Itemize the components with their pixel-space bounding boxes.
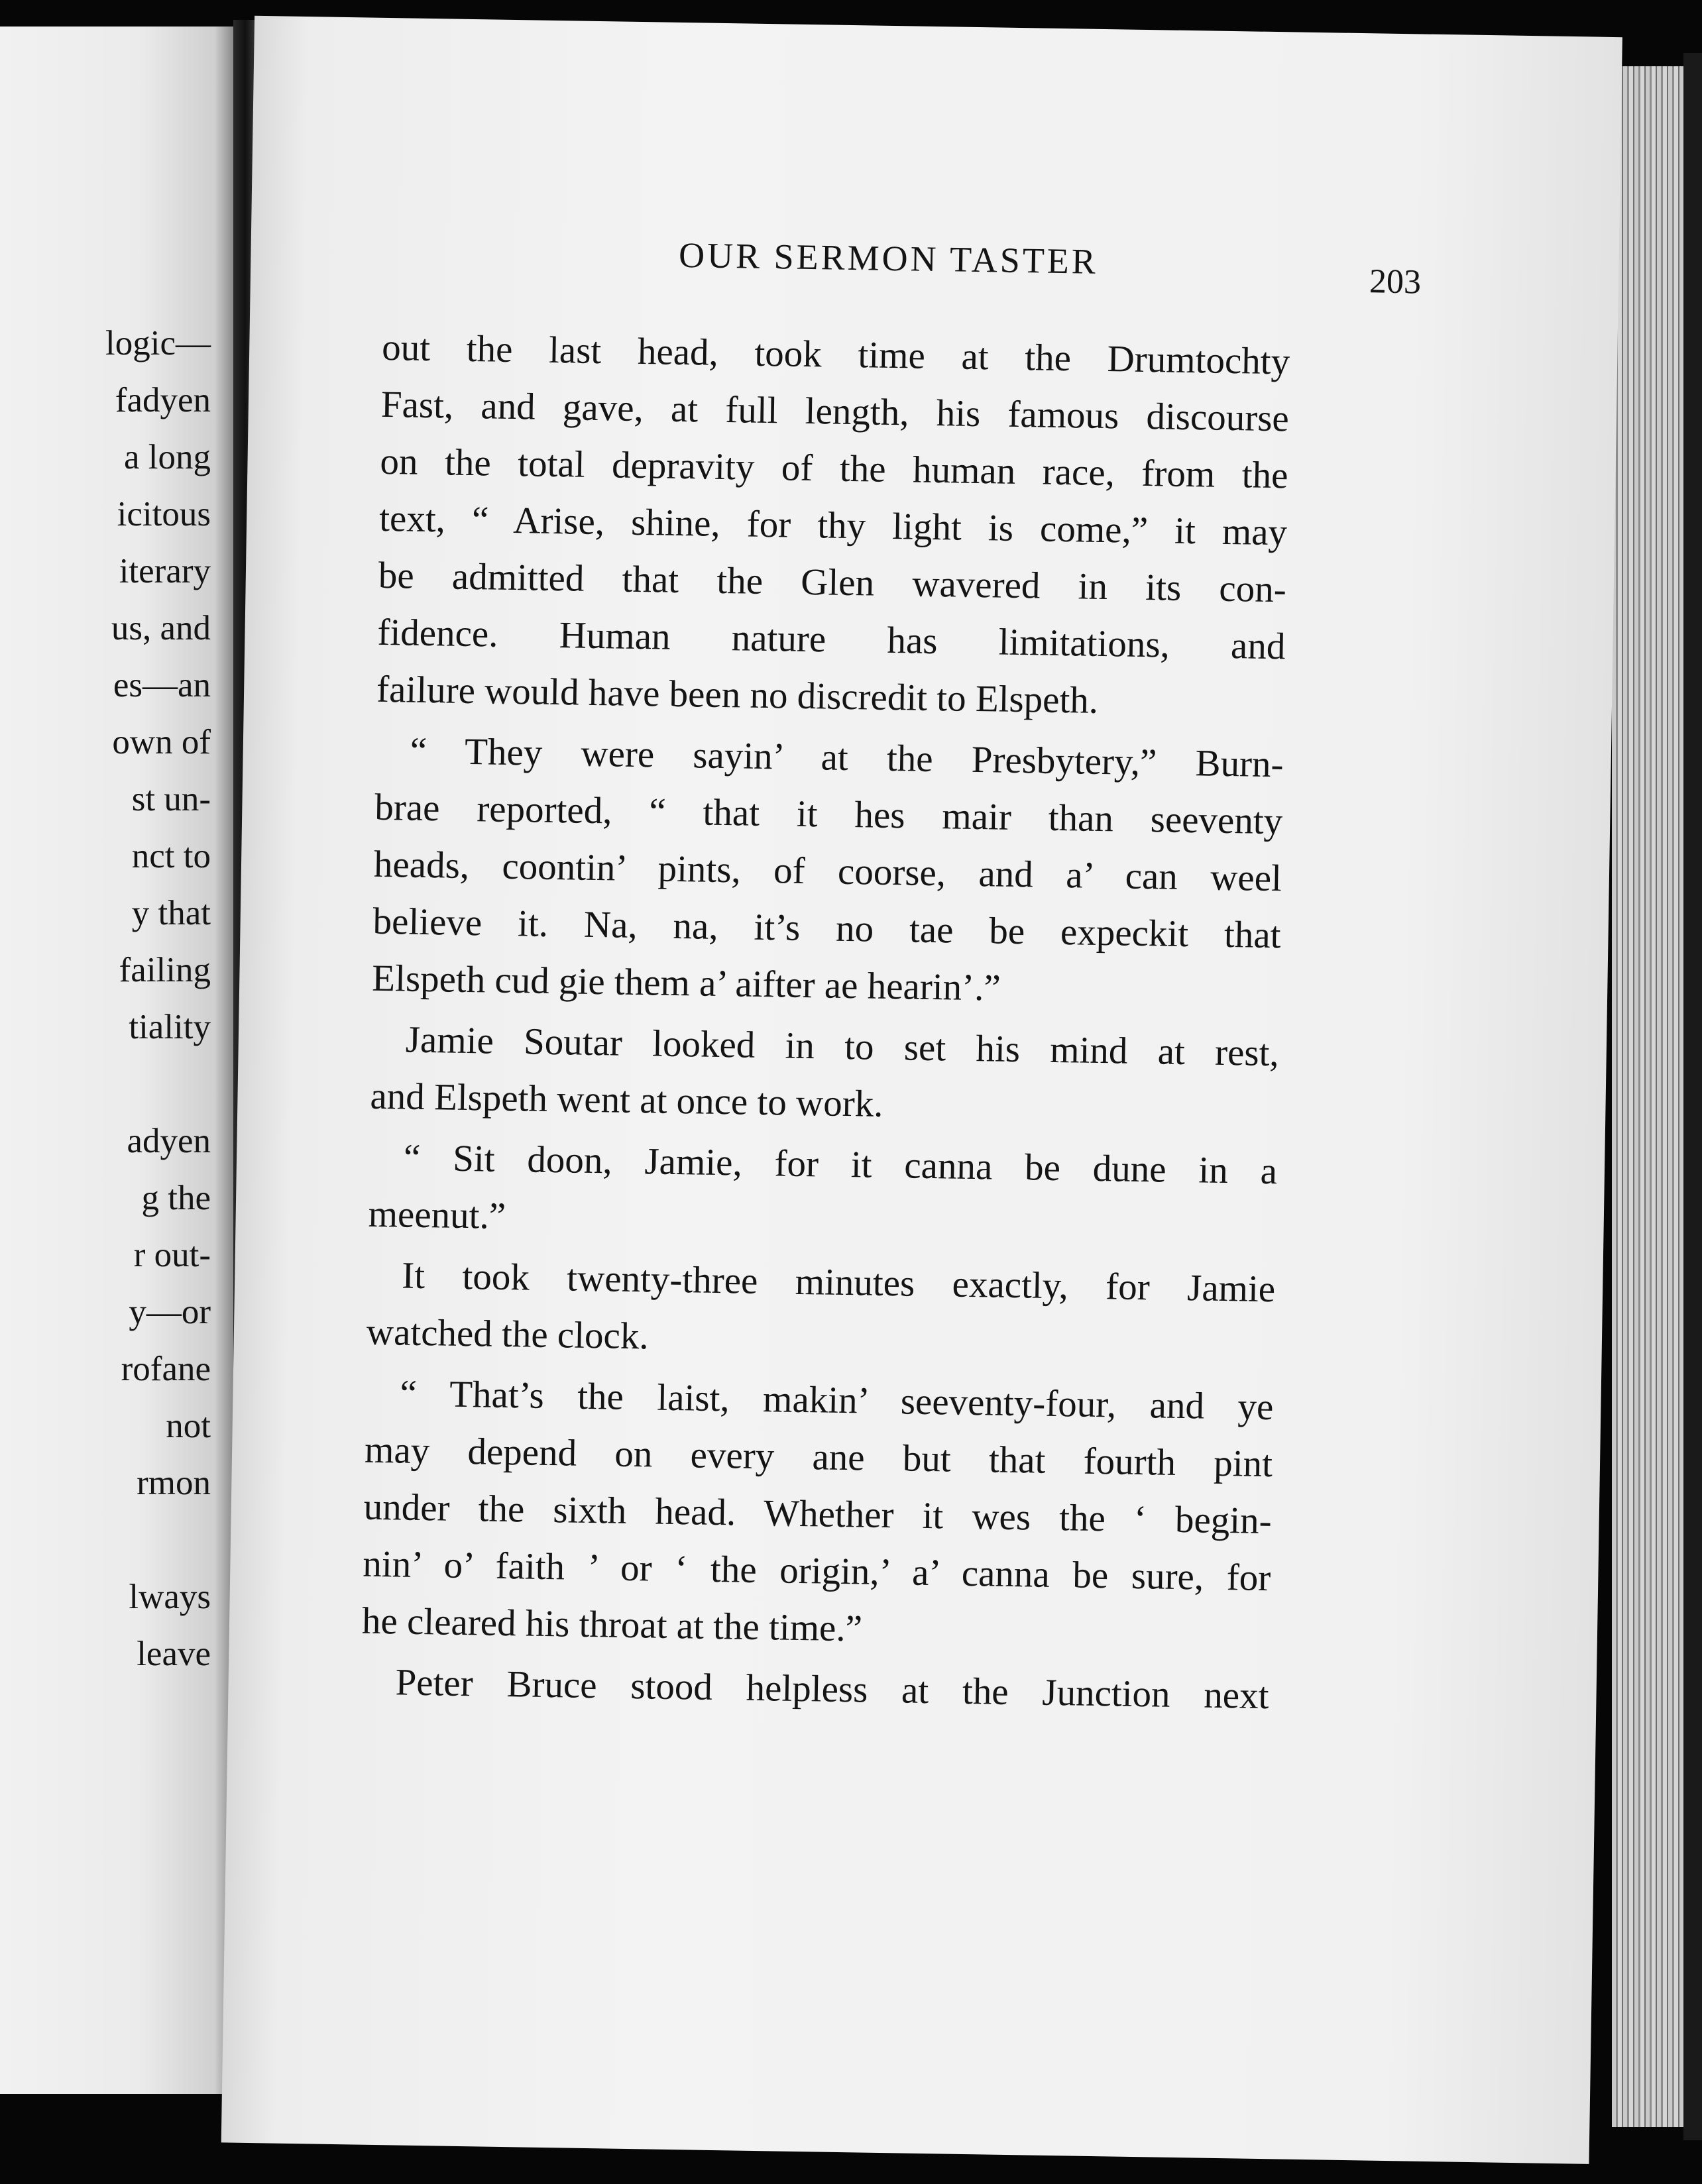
text-line: failure would have been no discredit to Elspeth. — [376, 668, 1099, 722]
left-page-line: r out- — [133, 1236, 211, 1274]
left-page-line: es—an — [113, 666, 211, 704]
text-line: Fast, and gave, at full length, his famous discourse — [380, 383, 1290, 440]
text-line: believe it. Na, na, it’s no tae be expeckit that — [372, 900, 1282, 957]
left-page-line: own of — [112, 723, 211, 761]
left-page-line: logic— — [105, 324, 211, 362]
text-line: watched the clock. — [366, 1311, 650, 1358]
left-page-line: nct to — [131, 837, 211, 875]
text-line: on the total depravity of the human race, from the — [380, 440, 1288, 497]
left-page — [0, 27, 233, 2094]
left-page-line: icitous — [117, 495, 211, 533]
left-page-line: a long — [124, 438, 211, 476]
text-line: meenut.” — [368, 1193, 506, 1237]
left-page-line: not — [166, 1407, 211, 1445]
text-line: he cleared his throat at the time.” — [361, 1600, 863, 1650]
text-line: Elspeth cud gie them a’ aifter ae hearin’.” — [371, 957, 1001, 1009]
left-page-line: fadyen — [115, 381, 211, 419]
left-page-line: rmon — [137, 1464, 211, 1502]
left-page-line: y that — [131, 894, 211, 932]
left-page-line: iterary — [119, 552, 211, 590]
body-text — [361, 319, 1290, 1725]
text-line: under the sixth head. Whether it wes the ‘ begin- — [363, 1486, 1273, 1543]
left-page-line: g the — [141, 1179, 211, 1217]
text-line: text, “ Arise, shine, for thy light is come,” it may — [378, 497, 1288, 554]
left-page-line: adyen — [127, 1122, 211, 1160]
running-head-text: OUR SERMON TASTER — [678, 235, 1099, 282]
right-page — [221, 16, 1622, 2164]
text-line: nin’ o’ faith ’ or ‘ the origin,’ a’ canna be sure, for — [362, 1543, 1271, 1600]
page-number: 203 — [1369, 262, 1422, 301]
left-page-line: st un- — [131, 780, 211, 818]
text-line: fidence. Human nature has limitations, and — [377, 611, 1286, 668]
text-line: “ That’s the laist, makin’ seeventy-four, and ye — [400, 1372, 1274, 1429]
left-page-line: lways — [129, 1578, 211, 1616]
text-line: brae reported, “ that it hes mair than seeventy — [374, 786, 1283, 843]
page-edges — [1612, 66, 1685, 2127]
text-line: Jamie Soutar looked in to set his mind at rest, — [405, 1018, 1280, 1075]
left-page-line: y—or — [129, 1293, 211, 1331]
text-line: heads, coontin’ pints, of coorse, and a’ can weel — [373, 843, 1282, 900]
book-edge-shadow — [1683, 53, 1702, 2140]
left-page-line: failing — [119, 951, 211, 989]
text-line: may depend on every ane but that fourth pint — [364, 1429, 1273, 1486]
text-line: Peter Bruce stood helpless at the Junction next — [395, 1661, 1269, 1718]
text-line: It took twenty-three minutes exactly, for Jamie — [401, 1254, 1276, 1311]
text-line: be admitted that the Glen wavered in its con- — [378, 554, 1287, 611]
text-line: out the last head, took time at the Drumtochty — [381, 326, 1290, 383]
text-line: “ They were sayin’ at the Presbytery,” Burn- — [410, 730, 1284, 786]
text-line: and Elspeth went at once to work. — [370, 1075, 883, 1125]
text-line: “ Sit doon, Jamie, for it canna be dune in a — [403, 1136, 1278, 1193]
left-page-line: rofane — [121, 1350, 211, 1388]
left-page-line: tiality — [129, 1008, 211, 1046]
left-page-line: us, and — [111, 609, 211, 647]
left-page-line: leave — [137, 1635, 211, 1673]
